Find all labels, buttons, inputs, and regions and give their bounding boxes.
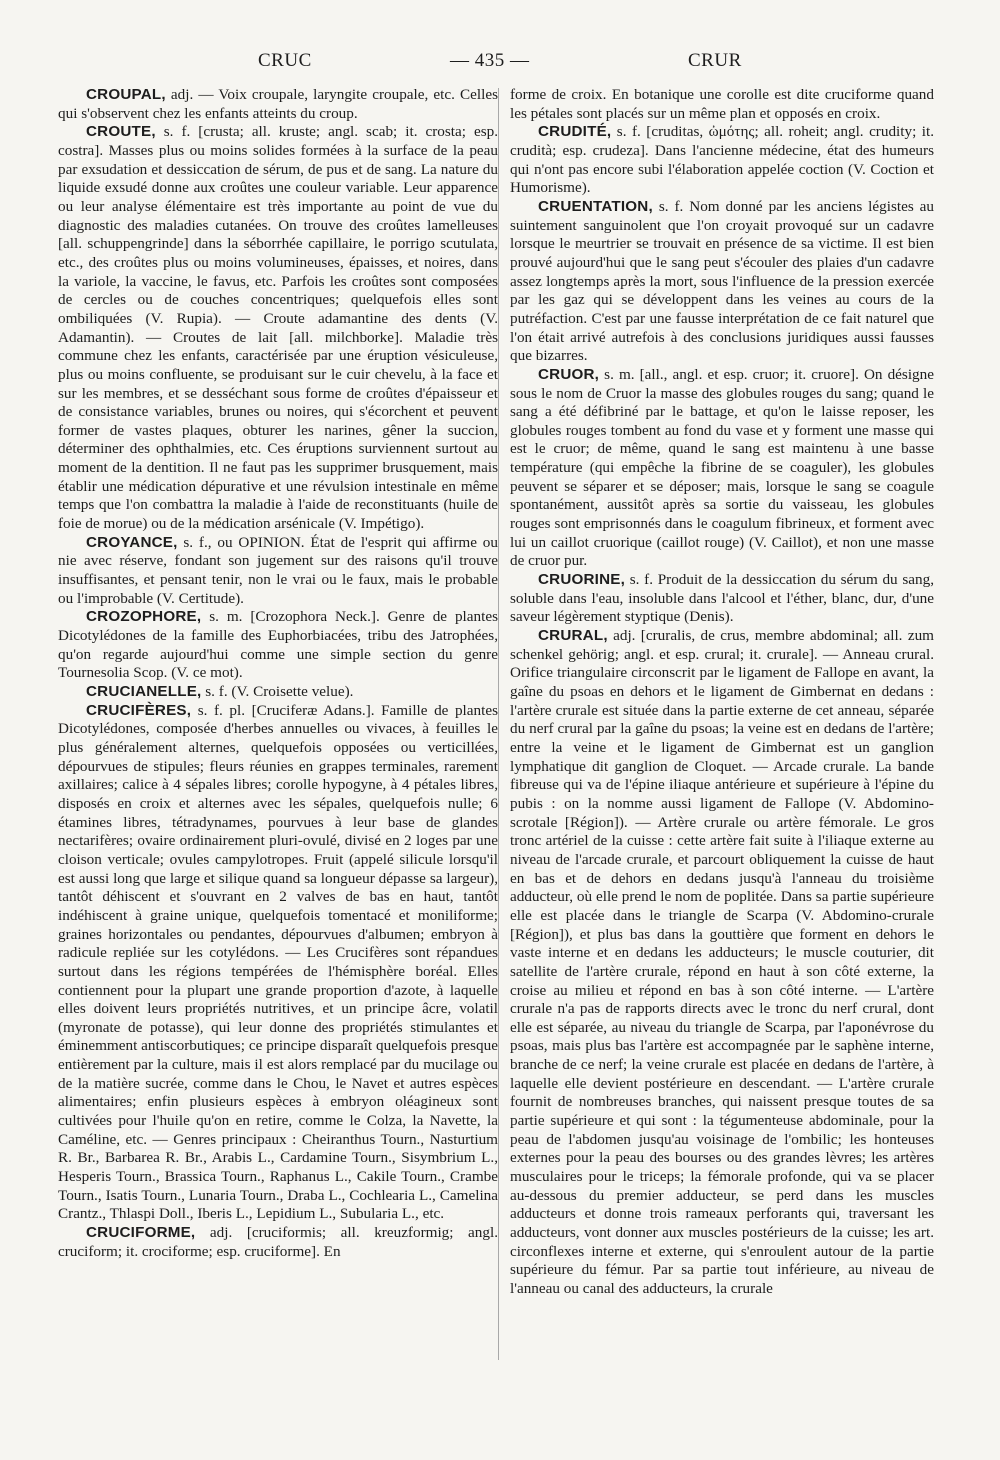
right-column (510, 86, 934, 1299)
definition: adj. [cruciformis; all. kreuzformig; angl. cruciform; it. crociforme; esp. cruciforme]. En (58, 1224, 498, 1260)
definition: s. f. pl. [Cruciferæ Adans.]. Famille de plantes Dicotylédones, composée d'herbes annuelles ou vivaces, à feuilles le plus généralement alternes, quelquefois opposées ou verticillées, dépourvues de stipules; fleurs réunies en grappes terminales, rarement axillaires; calice à 4 sépales libres; corolle hypogyne, à 4 pétales libres, disposés en croix et alternes avec les sépales, quelquefois nulle; 6 étamines libres, tétradynames, pourvues à leur base de glandes nectarifères; ovaire ordinairement pluri-ovulé, divisé en 2 loges par une cloison verticale; ovules campylotropes. Fruit (appelé silicule lorsqu'il est aussi long que large et silique quand sa longueur dépasse sa largeur), tantôt déhiscent et s'ouvrant en 2 valves de bas en haut, tantôt indéhiscent à graine unique, quelquefois tomentacé et moniliforme; graines horizontales ou pendantes, dépourvues d'albumen; embryon à radicule repliée sur les cotylédons. — Les Crucifères sont répandues surtout dans les régions tempérées de l'hémisphère boréal. Elles contiennent pour la plupart une grande proportion d'azote, à laquelle elles doivent leurs propriétés nutritives, et un principe âcre, volatil (myronate de potasse), qui leur donne des propriétés stimulantes et éminemment antiscorbutiques; ce principe disparaît quelquefois presque entièrement par la culture, mais il est alors remplacé par du mucilage ou de la matière sucrée, comme dans le Chou, le Navet et autres espèces alimentaires; enfin plusieurs espèces à embryon oléagineux sont cultivées pour l'huile qu'on en retire, comme le Colza, la Navette, la Caméline, etc. — Genres principaux : Cheiranthus Tourn., Nasturtium R. Br., Barbarea R. Br., Arabis L., Cardamine Tourn., Sisymbrium L., Hesperis Tourn., Brassica Tourn., Raphanus L., Cakile Tourn., Crambe Tourn., Isatis Tourn., Lunaria Tourn., Draba L., Cochlearia L., Camelina Crantz., Thlaspi Doll., Iberis L., Lepidium L., Subularia L., etc. (58, 701, 498, 1223)
entry-cruciferes (58, 702, 498, 1224)
entry-crudite (510, 123, 934, 198)
entry-cruentation (510, 198, 934, 366)
headword: CROUPAL, (86, 86, 166, 103)
definition: s. f. (V. Croisette velue). (201, 683, 354, 700)
definition: s. f. Produit de la dessiccation du sérum du sang, soluble dans l'eau, insoluble dans l'alcool et l'éther, blanc, dur, d'une saveur légèrement styptique (Denis). (510, 571, 934, 626)
definition: s. f., ou OPINION. État de l'esprit qui affirme ou nie avec réserve, fondant son jugement sur des raisons qu'il trouve insuffisantes, et pensant tenir, non le vrai ou le faux, mais le probable ou l'improbable (V. Certitude). (58, 533, 498, 607)
page-header (0, 50, 1000, 80)
headword: CRUOR, (538, 365, 600, 383)
definition: s. f. [cruditas, ὠμότης; all. roheit; angl. crudity; it. crudità; esp. crudeza]. Dans l'ancienne médecine, état des humeurs qui n'ont pas encore subi l'élaboration appelée coction (V. Coction et Humorisme). (510, 123, 934, 197)
headword: CRUENTATION, (538, 197, 653, 215)
entry-croupal (58, 86, 498, 123)
headword: CROYANCE, (86, 533, 178, 551)
definition: adj. — Voix croupale, laryngite croupale, etc. Celles qui s'observent chez les enfants atteints du croup. (58, 86, 498, 122)
page-number: — 435 — (450, 50, 530, 71)
definition: s. f. Nom donné par les anciens légistes au suintement sanguinolent que l'on croyait provoqué sur un cadavre lorsque le meurtrier se trouvait en présence de sa victime. Il est bien prouvé aujourd'hui que le sang peut s'écouler des plaies d'un cadavre assez longtemps après la mort, sous l'influence de la pression exercée par les gaz qui se développent dans les veines au cours de la putréfaction. C'est par une fausse interprétation de ce fait naturel que l'on était arrivé autrefois à des conclusions juridiques aussi fausses que bizarres. (510, 197, 934, 365)
entry-crozophore (58, 608, 498, 683)
headword: CRUCIANELLE, (86, 683, 202, 700)
headword: CRUCIFORME, (86, 1224, 196, 1242)
column-divider (498, 88, 499, 1360)
headword: CRURAL, (538, 627, 608, 645)
entry-cruorine (510, 571, 934, 627)
entry-cruciforme (58, 1224, 498, 1261)
headword: CROUTE, (86, 123, 156, 141)
definition: s. m. [Crozophora Neck.]. Genre de plantes Dicotylédones de la famille des Euphorbiacées, tribu des Jatrophées, qu'on regarde aujourd'hui comme une simple section du genre Tournesolia Scop. (V. ce mot). (58, 608, 498, 682)
definition: s. m. [all., angl. et esp. cruor; it. cruore]. On désigne sous le nom de Cruor la masse des globules rouges du sang; quand le sang a été défibriné par le battage, et qu'on le laisse reposer, les globules rouges tombent au fond du vase et y forment une masse qui est le cruor; de même, quand le sang est maintenu à une basse température (qui empêche la fibrine de se coaguler), les globules peuvent se séparer et se déposer; mais, lorsque le sang se coagule spontanément, aussitôt après sa sortie du vaisseau, les globules rouges sont emprisonnés dans le coagulum fibrineux, et forment avec lui un caillot cruorique (caillot rouge) (V. Caillot), et non une masse de cruor pur. (510, 365, 934, 570)
headword: CRUCIFÈRES, (86, 701, 192, 719)
entry-crucianelle (58, 683, 498, 702)
left-column (58, 86, 498, 1261)
definition: s. f. [crusta; all. kruste; angl. scab; it. crosta; esp. costra]. Masses plus ou moins solides formées à la surface de la peau par exsudation et dessiccation de sérum, de pus et de sang. La nature du liquide exsudé donne aux croûtes une couleur variable. Leur apparence ou leur analyse élémentaire est très importante au point de vue du diagnostic des maladies cutanées. On trouve des croûtes lamelleuses [all. schuppengrinde] dans la séborrhée capillaire, le porrigo scutulata, etc., des croûtes plus ou moins volumineuses, épaisses, et noires, dans la variole, la vaccine, le favus, etc. Parfois les croûtes sont composées de cercles ou de couches concentriques; quelquefois elles sont ombiliquées (V. Rupia). — Croute adamantine des dents (V. Adamantin). — Croutes de lait [all. milchborke]. Maladie très commune chez les enfants, caractérisée par une éruption vésiculeuse, plus ou moins confluente, se produisant sur le cuir chevelu, à la face et sur les membres, et se desséchant sous forme de croûtes d'épaisseur et de consistance variables, brunes ou noires, qui s'écorchent et peuvent former de vastes plaques, obturer les narines, gêner la succion, déterminer des ophthalmies, etc. Ces éruptions surviennent surtout au moment de la dentition. Il ne faut pas les supprimer brusquement, mais établir une médication dépurative et une révulsion intestinale en même temps que l'on combattra la maladie à l'aide de reconstituants (huile de foie de morue) ou de la médication arsénicale (V. Impétigo). (58, 123, 498, 533)
entry-croute (58, 123, 498, 533)
entry-cruciforme-continued (510, 86, 934, 123)
entry-croyance (58, 534, 498, 609)
definition: adj. [cruralis, de crus, membre abdominal; all. zum schenkel gehörig; angl. et esp. crural; it. crurale]. — Anneau crural. Orifice triangulaire circonscrit par le ligament de Fallope en avant, la gaîne du psoas en dehors et le ligament de Gimbernat en dedans : l'artère crurale est située dans la partie externe de cet anneau, séparée du nerf crural par la gaîne du psoas; la veine est en dedans de l'artère; entre la veine et le ligament de Gimbernat est un ganglion lymphatique dit ganglion de Cloquet. — Arcade crurale. La bande fibreuse qui va de l'épine iliaque antérieure et supérieure à l'épine du pubis : on la nomme aussi ligament de Fallope (V. Abdomino-scrotale [Région]). — Artère crurale ou artère fémorale. Le gros tronc artériel de la cuisse : cette artère fait suite à l'iliaque externe au niveau de l'arcade crurale, et parcourt obliquement la cuisse de haut en bas et de dehors en dedans jusqu'à l'anneau du troisième adducteur, où elle prend le nom de poplitée. Dans sa partie supérieure elle est placée dans le triangle de Scarpa (V. Abdomino-crurale [Région]), et plus bas dans la gouttière que forment en dehors le vaste interne et en dedans les adducteurs; le muscle couturier, dit satellite de l'artère crurale, répond en haut à son côté externe, la croise au milieu et répond en bas à son côté interne. — L'artère crurale n'a pas de rapports directs avec le tronc du nerf crural, dont elle est séparée, au niveau du triangle de Scarpa, par l'aponévrose du psoas, mais plus bas l'artère est accompagnée par le saphène interne, branche de ce nerf; la veine crurale est placée en dedans de l'artère, à laquelle elle devient postérieure en descendant. — L'artère crurale fournit de nombreuses branches, qui naissent presque toutes de sa partie supérieure et qui sont : la tégumenteuse abdominale, pour la peau de l'abdomen jusqu'au voisinage de l'ombilic; les honteuses externes pour la peau des bourses ou des grandes lèvres; les artères musculaires pour le triceps; la fémorale profonde, qui va se placer au-dessous du premier adducteur, se perd dans les muscles adducteurs et donne trois rameaux perforants qui, traversant les adducteurs, vont donner aux muscles postérieurs de la cuisse; les art. circonflexes interne et externe, qui s'enroulent autour de la partie supérieure du fémur. Par sa partie tout inférieure, au niveau de l'anneau ou canal des adducteurs, la crurale (510, 627, 934, 1297)
headword: CRUORINE, (538, 571, 626, 589)
headword: CROZOPHORE, (86, 608, 202, 626)
definition: forme de croix. En botanique une corolle est dite cruciforme quand les pétales sont placés sur un même plan et opposés en croix. (510, 86, 934, 122)
entry-cruor (510, 366, 934, 571)
running-head-right: CRUR (688, 50, 742, 71)
running-head-left: CRUC (258, 50, 312, 71)
headword: CRUDITÉ, (538, 123, 612, 141)
entry-crural (510, 627, 934, 1299)
